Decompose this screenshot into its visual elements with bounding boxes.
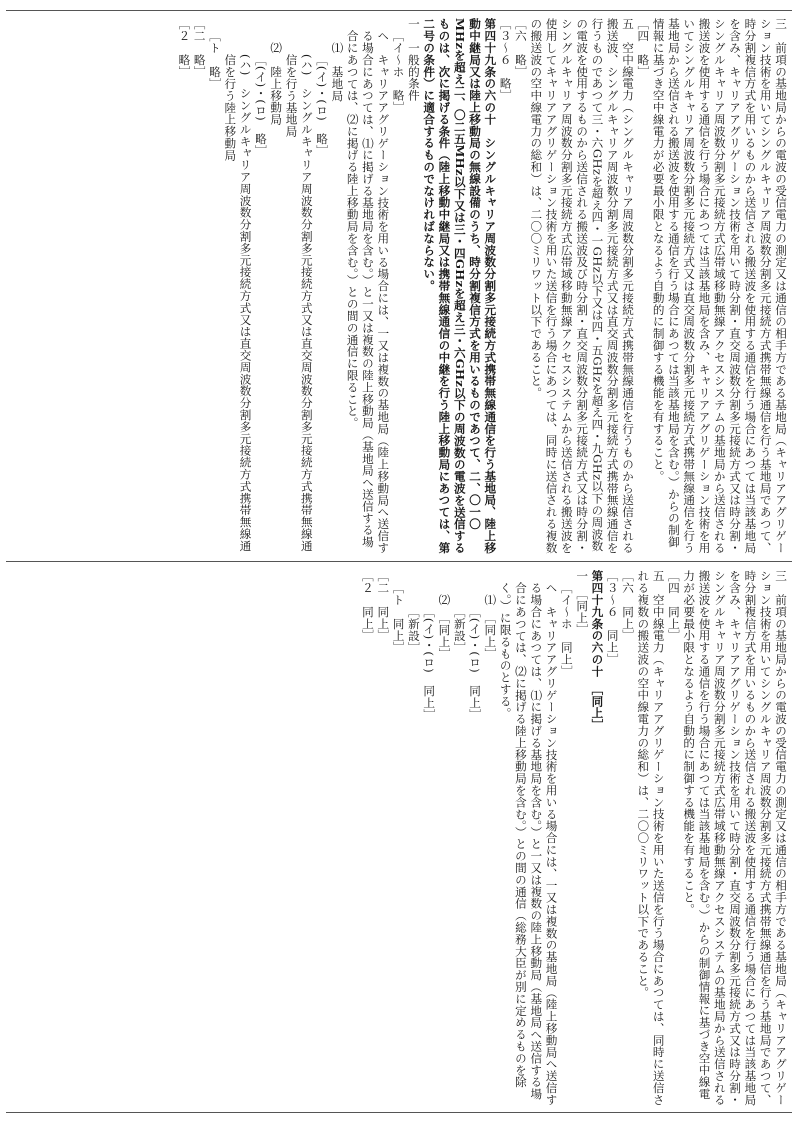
top-paragraph: ［３〜６ 略］: [498, 18, 513, 102]
top-paragraph: ⑴ 基地局: [330, 42, 345, 102]
bottom-paragraph: 五 空中線電力（キャリアアグリゲーション技術を用いた送信を行う場合にあつては、同時に送信される複数の搬送波の空中線電力の総和）は、二〇〇ミリワット以下であること。: [636, 570, 666, 1106]
top-paragraph: ［ト 略］: [208, 30, 223, 90]
top-paragraph: ［六 略］: [513, 18, 528, 78]
bottom-paragraph: ［イ〜ホ 同上］: [559, 582, 574, 678]
bottom-paragraph: ［二 同上］: [376, 570, 391, 642]
bottom-paragraph: ［(イ)・(ロ) 同上］: [468, 606, 483, 721]
top-paragraph: ヘ キャリアアグリゲーション技術を用いる場合には、一又は複数の基地局（陸上移動局へ送信する場合にあつては、⑴に掲げる基地局を含む。）と一又は複数の陸上移動局（基地局へ送信する場合にあつては、⑵に掲げる陸上移動局を含む。）との間の通信に限ること。: [345, 30, 391, 554]
top-border: [6, 10, 792, 11]
middle-divider: [6, 561, 792, 562]
bottom-paragraph: 三 前項の基地局からの電波の受信電力の測定又は通信の相手方である基地局（キャリアアグリゲーション技術を用いてシングルキャリア周波数分割多元接続方式携帯無線通信を行う基地局であつて、時分割複信方式を用いるものから送信される搬送波を使用する通信を行う場合にあつては当該基地局を含み、キャリアアグリゲーション技術を用いて時分割・直交周波数分割多元接続方式又は時分割・シングルキャリア周波数分割多元接続方式広帯域移動無線アクセスシステムの基地局から送信される搬送波を使用する通信を行う場合にあつては当該基地局を含む。）からの制御情報に基づき空中線電力が必要最小限となるよう自動的に制御する機能を有すること。: [682, 570, 788, 1106]
top-paragraph: ［二 略］: [192, 18, 207, 78]
top-paragraph: 五 空中線電力（シングルキャリア周波数分割多元接続方式携帯無線通信を行うものから送信される搬送波、シングルキャリア周波数分割多元接続方式又は直交周波数分割多元接続方式携帯無線通信を行うものであつて三・六GHzを超え四・一GHz以下又は四・五GHzを超え四・九GHz以下の周波数の電波を使用するものから送信される搬送波及び時分割・直交周波数分割多元接続方式又は時分割・シングルキャリア周波数分割多元接続方式広帯域移動無線アクセスシステムから送信される搬送波を使用してキャリアアグリゲーション技術を用いた送信を行う場合にあつては、同時に送信される複数の搬送波の空中線電力の総和）は、二〇〇ミリワット以下であること。: [529, 18, 636, 554]
bottom-border: [6, 1112, 792, 1113]
top-paragraph: 一 一般的条件: [406, 18, 421, 102]
bottom-paragraph: ⑴ ［同上］: [483, 594, 498, 660]
bottom-paragraph: ［(イ)・(ロ) 同上］: [422, 606, 437, 721]
top-paragraph: ［(イ)・(ロ) 略］: [315, 54, 330, 157]
current-text-panel: [10, 570, 788, 1106]
amended-text-panel: [10, 18, 788, 554]
top-paragraph: 三 前項の基地局からの電波の受信電力の測定又は通信の相手方である基地局（キャリアアグリゲーション技術を用いてシングルキャリア周波数分割多元接続方式携帯無線通信を行う基地局であつて、時分割複信方式を用いるものから送信される搬送波を使用する通信を行う場合にあつては当該基地局を含み、キャリアアグリゲーション技術を用いて時分割・直交周波数分割多元接続方式又は時分割・シングルキャリア周波数分割多元接続方式広帯域移動無線アクセスシステムの基地局から送信される搬送波を使用する通信を行う場合にあつては当該基地局を含み、キャリアアグリゲーション技術を用いてシングルキャリア周波数分割多元接続方式又は直交周波数分割多元接続方式携帯無線通信を行う基地局から送信される搬送波を使用する通信を行う場合にあつては当該基地局を含む。）からの制御情報に基づき空中線電力が必要最小限となるよう自動的に制御する機能を有すること。: [651, 18, 788, 554]
bottom-paragraph: ［新設］: [452, 606, 467, 654]
top-paragraph: (ハ) シングルキャリア周波数分割多元接続方式又は直交周波数分割多元接続方式携帯無線通信を行う基地局: [284, 54, 314, 552]
amended-provision-text: [10, 18, 788, 554]
top-paragraph: 第四十九条の六の十 シングルキャリア周波数分割多元接続方式携帯無線通信を行う基地局、陸上移動中継局又は陸上移動局の無線設備のうち、時分割複信方式を用いるものであつて、二、〇一〇MHzを超え二、〇二五MHz以下又は三・四GHzを超え三・六GHz以下の周波数の電波を送信するものは、次に掲げる条件（陸上移動中継局又は携帯無線通信の中継を行う陸上移動局にあつては、第二号の条件）に適合するものでなければならない。: [422, 18, 498, 554]
top-paragraph: ⑵ 陸上移動局: [269, 42, 284, 126]
bottom-paragraph: ⑵ ［同上］: [437, 594, 452, 660]
bottom-paragraph: ［ト 同上］: [391, 582, 406, 654]
bottom-paragraph: ［四 同上］: [666, 570, 681, 642]
bottom-paragraph: ［３〜６ 同上］: [605, 570, 620, 666]
top-paragraph: (ハ) シングルキャリア周波数分割多元接続方式又は直交周波数分割多元接続方式携帯無線通信を行う陸上移動局: [223, 54, 253, 552]
top-paragraph: ［四 略］: [636, 18, 651, 78]
current-provision-text: [10, 570, 788, 1106]
top-paragraph: ［イ〜ホ 略］: [391, 30, 406, 114]
top-paragraph: ［(イ)・(ロ) 略］: [253, 54, 268, 157]
top-paragraph: ［２ 略］: [177, 18, 192, 78]
bottom-paragraph: ［六 同上］: [621, 570, 636, 642]
bottom-paragraph: ［２ 同上］: [360, 570, 375, 642]
bottom-paragraph: 第四十九条の六の十 ［同上］: [590, 570, 605, 731]
bottom-paragraph: 一 ［同上］: [575, 570, 590, 636]
bottom-paragraph: ヘ キャリアアグリゲーション技術を用いる場合には、一又は複数の基地局（陸上移動局へ送信する場合にあつては、⑴に掲げる基地局を含む。）と一又は複数の陸上移動局（基地局へ送信する場合にあつては、⑵に掲げる陸上移動局を含む。）との間の通信（総務大臣が別に定めるものを除く。）に限るものとする。: [498, 582, 559, 1106]
bottom-paragraph: ［新設］: [406, 606, 421, 654]
